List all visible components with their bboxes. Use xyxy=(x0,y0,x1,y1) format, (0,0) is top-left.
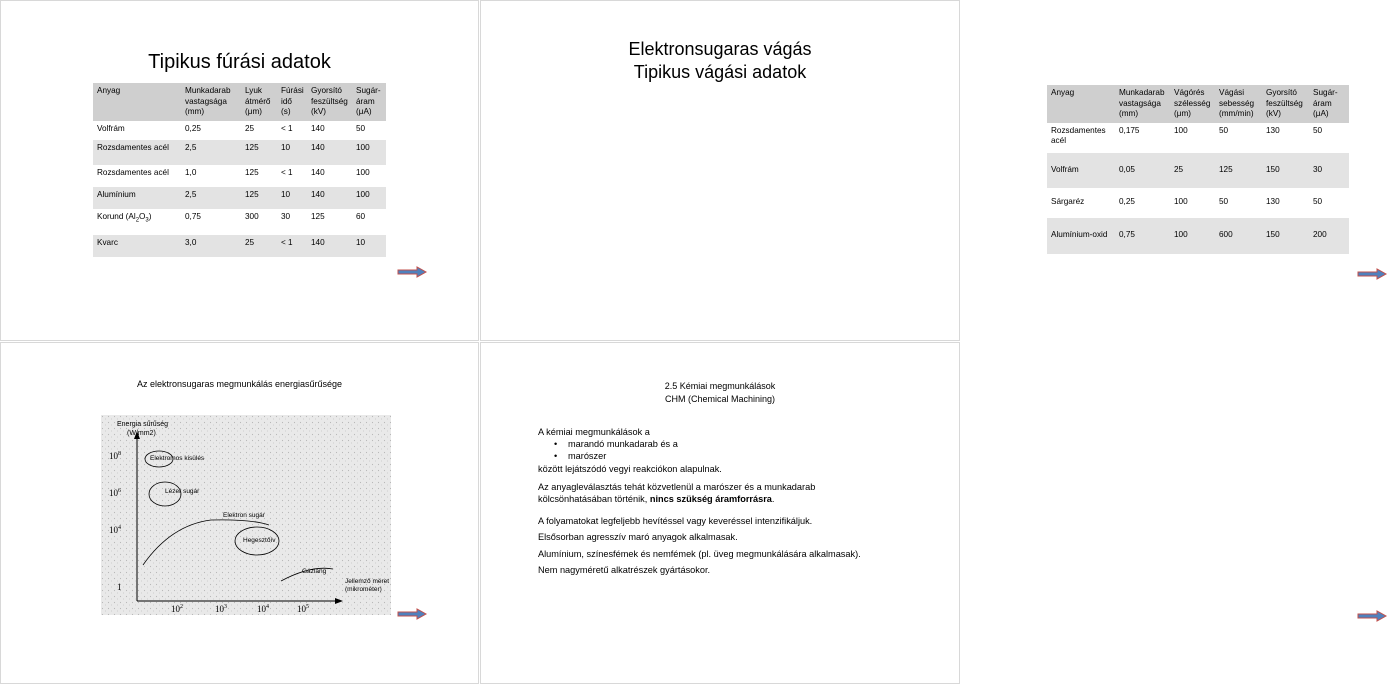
region-label: Hegesztőív xyxy=(243,537,276,544)
x-tick-label: $10^5$ xyxy=(297,604,309,614)
table-cell: 125 xyxy=(1215,153,1262,188)
table-cell: Alumínium xyxy=(93,187,181,209)
right-arrow-icon[interactable] xyxy=(397,266,427,278)
table-row xyxy=(93,209,386,235)
bold-text: nincs szükség áramforrásra xyxy=(649,494,772,505)
table-cell: 60 xyxy=(352,209,386,235)
header-cell: Anyag xyxy=(1047,85,1115,123)
slide-title: Tipikus fúrási adatok xyxy=(148,51,331,73)
table-cell: 0,25 xyxy=(181,121,241,140)
table-row xyxy=(93,140,386,165)
table-cell: 2,5 xyxy=(181,140,241,165)
table-cell: 30 xyxy=(1309,153,1349,188)
region-label: Gázláng xyxy=(302,568,327,575)
x-axis-label-1: Jellemző méret xyxy=(345,578,390,585)
table-cell: 140 xyxy=(307,235,352,257)
table-cell: 140 xyxy=(307,121,352,140)
table-cell: 150 xyxy=(1262,153,1309,188)
slide-title: Az elektronsugaras megmunkálás energiasűrűsége xyxy=(136,379,343,389)
table-cell: 0,75 xyxy=(1115,218,1170,254)
title-line-1: Elektronsugaras vágás xyxy=(628,39,812,59)
table-cell: 2,5 xyxy=(181,187,241,209)
region-label: Elektron sugár xyxy=(223,512,265,519)
table-cell: 0,75 xyxy=(181,209,241,235)
table-cell: 150 xyxy=(1262,218,1309,254)
paragraph-end: között lejátszódó vegyi reakciókon alapulnak. xyxy=(538,463,722,474)
header-cell: Munkadarab vastagsága (mm) xyxy=(181,83,241,121)
y-tick-label: $10^6$ xyxy=(109,488,121,498)
right-arrow-icon[interactable] xyxy=(1357,268,1387,280)
table-cell: 300 xyxy=(241,209,277,235)
table-cell: Kvarc xyxy=(93,235,181,257)
table-row xyxy=(1047,153,1349,188)
header-cell: Sugár-áram (μA) xyxy=(352,83,386,121)
table-row xyxy=(1047,218,1349,254)
table-cell: 0,25 xyxy=(1115,188,1170,218)
table-cell: 1,0 xyxy=(181,165,241,187)
table-header-row xyxy=(1047,85,1349,123)
table-cell: < 1 xyxy=(277,235,307,257)
right-arrow-icon[interactable] xyxy=(1357,610,1387,622)
table-cell: Rozsdamentes acél xyxy=(1047,123,1115,153)
section-subheading: CHM (Chemical Machining) xyxy=(664,394,776,404)
y-axis-label-1: Energia sűrűség xyxy=(117,421,168,428)
region-label: Elektromos kisülés xyxy=(150,455,205,462)
table-cell: Korund $(Al_2O_3)$ xyxy=(93,209,181,235)
table-cell: 50 xyxy=(1215,123,1262,153)
right-arrow-icon[interactable] xyxy=(397,608,427,620)
bullet-item: • marandó munkadarab és a xyxy=(568,438,948,450)
table-cell: 50 xyxy=(1309,188,1349,218)
section-heading: 2.5 Kémiai megmunkálások xyxy=(664,381,776,391)
paragraph-line: A folyamatokat legfeljebb hevítéssel vagy keveréssel intenzifikáljuk. xyxy=(538,516,813,527)
x-axis-label-2: (mikrométer) xyxy=(345,586,382,593)
drilling-data-table xyxy=(93,83,386,257)
header-cell: Fúrási idő (s) xyxy=(277,83,307,121)
paragraph-line: Az anyagleválasztás tehát közvetlenül a marószer és a munkadarab xyxy=(538,481,816,492)
bullet-list xyxy=(538,438,948,462)
y-tick-label: 1 xyxy=(117,582,122,592)
table-cell: 100 xyxy=(352,187,386,209)
table-row xyxy=(93,187,386,209)
slide-title xyxy=(481,38,959,84)
cutting-data-table xyxy=(1047,85,1349,254)
table-cell: Alumínium-oxid xyxy=(1047,218,1115,254)
slide-kemiai-megmunkalasok xyxy=(480,342,960,684)
table-cell: 10 xyxy=(352,235,386,257)
header-cell: Sugár-áram (μA) xyxy=(1309,85,1349,123)
table-cell: Sárgaréz xyxy=(1047,188,1115,218)
table-cell: Rozsdamentes acél xyxy=(93,165,181,187)
table-cell: < 1 xyxy=(277,165,307,187)
table-cell: 10 xyxy=(277,140,307,165)
slide-body-text xyxy=(538,426,948,576)
table-cell: 25 xyxy=(1170,153,1215,188)
y-axis-label-2: (W/mm2) xyxy=(127,430,156,437)
y-tick-label: $10^4$ xyxy=(109,525,121,535)
table-cell: 50 xyxy=(1215,188,1262,218)
table-cell: 25 xyxy=(241,121,277,140)
header-cell: Gyorsító feszültség (kV) xyxy=(1262,85,1309,123)
slide-furasi-adatok xyxy=(0,0,479,341)
table-cell: 140 xyxy=(307,187,352,209)
table-cell: 100 xyxy=(1170,123,1215,153)
header-cell: Lyuk átmérő (μm) xyxy=(241,83,277,121)
paragraph-line: Elsősorban agresszív maró anyagok alkalmasak. xyxy=(538,532,738,543)
bullet-item: • marószer xyxy=(568,450,948,462)
title-line-2: Tipikus vágási adatok xyxy=(633,62,807,82)
table-cell: 0,175 xyxy=(1115,123,1170,153)
table-row xyxy=(93,121,386,140)
table-cell: 100 xyxy=(352,165,386,187)
table-header-row xyxy=(93,83,386,121)
table-cell: 140 xyxy=(307,140,352,165)
y-tick-label: $10^8$ xyxy=(109,451,121,461)
table-cell: Volfrám xyxy=(93,121,181,140)
x-tick-label: $10^4$ xyxy=(257,604,269,614)
table-cell: 25 xyxy=(241,235,277,257)
table-cell: 200 xyxy=(1309,218,1349,254)
table-cell: 125 xyxy=(241,165,277,187)
x-tick-label: $10^3$ xyxy=(215,604,227,614)
table-cell: 10 xyxy=(277,187,307,209)
table-row xyxy=(1047,188,1349,218)
table-cell: 125 xyxy=(241,187,277,209)
header-cell: Munkadarab vastagsága (mm) xyxy=(1115,85,1170,123)
table-cell: 130 xyxy=(1262,188,1309,218)
table-cell: 50 xyxy=(1309,123,1349,153)
header-cell: Gyorsító feszültség (kV) xyxy=(307,83,352,121)
table-cell: 130 xyxy=(1262,123,1309,153)
text-span: kölcsönhatásában történik, xyxy=(538,494,650,505)
x-tick-label: $10^2$ xyxy=(171,604,183,614)
table-row xyxy=(93,165,386,187)
paragraph-line: Nem nagyméretű alkatrészek gyártásokor. xyxy=(538,564,711,575)
table-cell: Volfrám xyxy=(1047,153,1115,188)
header-cell: Vágási sebesség (mm/min) xyxy=(1215,85,1262,123)
table-cell: 3,0 xyxy=(181,235,241,257)
table-cell: 100 xyxy=(1170,218,1215,254)
table-cell: 50 xyxy=(352,121,386,140)
header-cell: Anyag xyxy=(93,83,181,121)
slide-vagasi-adatok xyxy=(480,0,1338,341)
table-cell: < 1 xyxy=(277,121,307,140)
paragraph-line xyxy=(538,493,948,505)
table-cell: 100 xyxy=(352,140,386,165)
table-row xyxy=(93,235,386,257)
table-cell: 140 xyxy=(307,165,352,187)
table-cell: 125 xyxy=(307,209,352,235)
slide-energiasuruseg xyxy=(0,342,479,684)
header-cell: Vágórés szélesség (μm) xyxy=(1170,85,1215,123)
table-cell: 30 xyxy=(277,209,307,235)
text-span: . xyxy=(771,494,775,505)
table-cell: Rozsdamentes acél xyxy=(93,140,181,165)
paragraph-line: Alumínium, színesfémek és nemfémek (pl. üveg megmunkálására alkalmasak). xyxy=(538,548,861,559)
table-cell: 600 xyxy=(1215,218,1262,254)
table-cell: 125 xyxy=(241,140,277,165)
table-row xyxy=(1047,123,1349,153)
paragraph-intro: A kémiai megmunkálások a xyxy=(538,427,650,437)
table-cell: 0,05 xyxy=(1115,153,1170,188)
table-cell: 100 xyxy=(1170,188,1215,218)
energy-density-diagram xyxy=(101,415,391,615)
region-label: Lézer sugár xyxy=(165,488,200,495)
